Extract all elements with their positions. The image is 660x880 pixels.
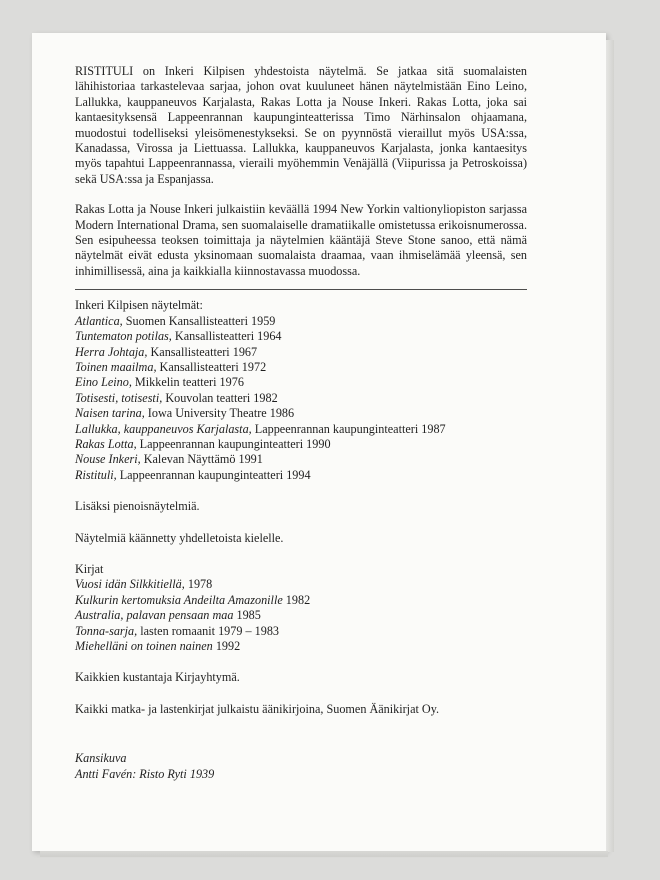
play-item-title: Herra Johtaja, [75, 344, 148, 359]
play-item-details: Kouvolan teatteri 1982 [162, 390, 278, 405]
plays-translated: Näytelmiä käännetty yhdelletoista kielelle. [75, 530, 284, 545]
book-item [75, 639, 527, 654]
play-item-details: Mikkelin teatteri 1976 [131, 375, 244, 390]
play-item-details: Kansallisteatteri 1972 [156, 359, 267, 374]
books-list [75, 577, 527, 654]
book-item [75, 593, 527, 608]
play-item-details: Lappeenrannan kaupunginteatteri 1990 [136, 436, 331, 451]
play-item-title: Nouse Inkeri, [75, 452, 141, 467]
play-item-details: Kansallisteatteri 1964 [171, 329, 282, 344]
book-item-details: lasten romaanit 1979 – 1983 [137, 623, 280, 638]
publisher-note: Kaikkien kustantaja Kirjayhtymä. [75, 670, 240, 685]
intro-paragraph-1: RISTITULI on Inkeri Kilpisen yhdestoista näytelmä. Se jatkaa sitä suomalaisten lähihistoriaa tarkastelevaa sarjaa, johon ovat kuuluneet hänen näytelmistään Eino Leino, Lallukka, kauppaneuvos Karjalasta, Rakas Lotta ja Nouse Inkeri. Rakas Lotta, joka sai kantaesityksensä Lappeenrannan kaupunginteatterissa Timo Närhinsalon ohjaamana, muodostui todelliseksi yleisömenestykseksi. Se on pyynnöstä vieraillut myös USA:ssa, Kanadassa, Virossa ja Liettuassa. Lallukka, kauppaneuvos Karjalasta, jonka kantaesitys myös tapahtui Lappeenrannassa, vieraili myöhemmin Venäjällä (Viipurissa ja Petroskoissa) sekä USA:ssa ja Espanjassa. [75, 64, 527, 186]
play-item [75, 345, 527, 360]
play-item-title: Rakas Lotta, [75, 436, 137, 451]
play-item-details: Lappeenrannan kaupunginteatteri 1994 [116, 467, 311, 482]
books-heading: Kirjat [75, 561, 104, 576]
book-item [75, 577, 527, 592]
back-cover-text [75, 64, 527, 782]
play-item [75, 437, 527, 452]
play-item-details: Suomen Kansallisteatteri 1959 [122, 313, 276, 328]
book-bottom-edge [40, 851, 608, 857]
book-item-title: Australia, palavan pensaan maa [75, 608, 234, 623]
play-item-title: Totisesti, totisesti, [75, 390, 163, 405]
play-item [75, 375, 527, 390]
book-item-title: Vuosi idän Silkkitiellä, [75, 577, 185, 592]
book-item-details: 1992 [212, 639, 241, 653]
book-item-details: 1985 [233, 608, 261, 623]
book-item [75, 624, 527, 639]
plays-extra: Lisäksi pienoisnäytelmiä. [75, 499, 200, 514]
play-item-title: Eino Leino, [75, 375, 132, 390]
book-item-title: Miehelläni on toinen nainen [75, 639, 213, 653]
book-item-details: 1978 [184, 577, 213, 592]
book-item-title: Tonna-sarja, [75, 623, 138, 638]
play-item [75, 314, 527, 329]
play-item-details: Lappeenrannan kaupunginteatteri 1987 [251, 421, 446, 436]
play-item-title: Lallukka, kauppaneuvos Karjalasta, [75, 421, 252, 436]
play-item-details: Kansallisteatteri 1967 [147, 344, 258, 359]
book-item [75, 608, 527, 623]
play-item-title: Atlantica, [75, 313, 123, 328]
play-item-title: Toinen maailma, [75, 359, 157, 374]
play-item [75, 360, 527, 375]
cover-credit-text: Antti Favén: Risto Ryti 1939 [75, 766, 215, 781]
plays-list [75, 314, 527, 483]
divider-line [75, 289, 527, 290]
book-page-edge [606, 40, 614, 852]
audio-books-note: Kaikki matka- ja lastenkirjat julkaistu äänikirjoina, Suomen Äänikirjat Oy. [75, 701, 440, 716]
play-item-title: Tuntematon potilas, [75, 329, 172, 344]
play-item-title: Ristituli, [75, 467, 117, 482]
cover-credit-label: Kansikuva [75, 751, 127, 766]
play-item [75, 452, 527, 467]
book-item-details: 1982 [282, 592, 311, 607]
play-item-details: Iowa University Theatre 1986 [144, 406, 295, 421]
play-item-details: Kalevan Näyttämö 1991 [140, 452, 263, 467]
play-item [75, 468, 527, 483]
intro-paragraph-2: Rakas Lotta ja Nouse Inkeri julkaistiin keväällä 1994 New Yorkin valtionyliopiston sarjassa Modern International Drama, sen suomalaiselle dramatiikalle omistetussa erikoisnumerossa. Sen esipuheessa teoksen toimittaja ja näytelmien kääntäjä Steve Stone sanoo, että nämä näytelmät eivät edusta yksinomaan suomalaista draamaa, vaan ihmiselämää yleensä, sen inhimillisessä, aina ja kaikkialla kiinnostavassa muodossa. [75, 202, 527, 278]
play-item [75, 422, 527, 437]
play-item [75, 406, 527, 421]
play-item [75, 329, 527, 344]
plays-heading: Inkeri Kilpisen näytelmät: [75, 298, 203, 313]
play-item-title: Naisen tarina, [75, 406, 145, 421]
book-item-title: Kulkurin kertomuksia Andeilta Amazonille [75, 592, 283, 607]
play-item [75, 391, 527, 406]
